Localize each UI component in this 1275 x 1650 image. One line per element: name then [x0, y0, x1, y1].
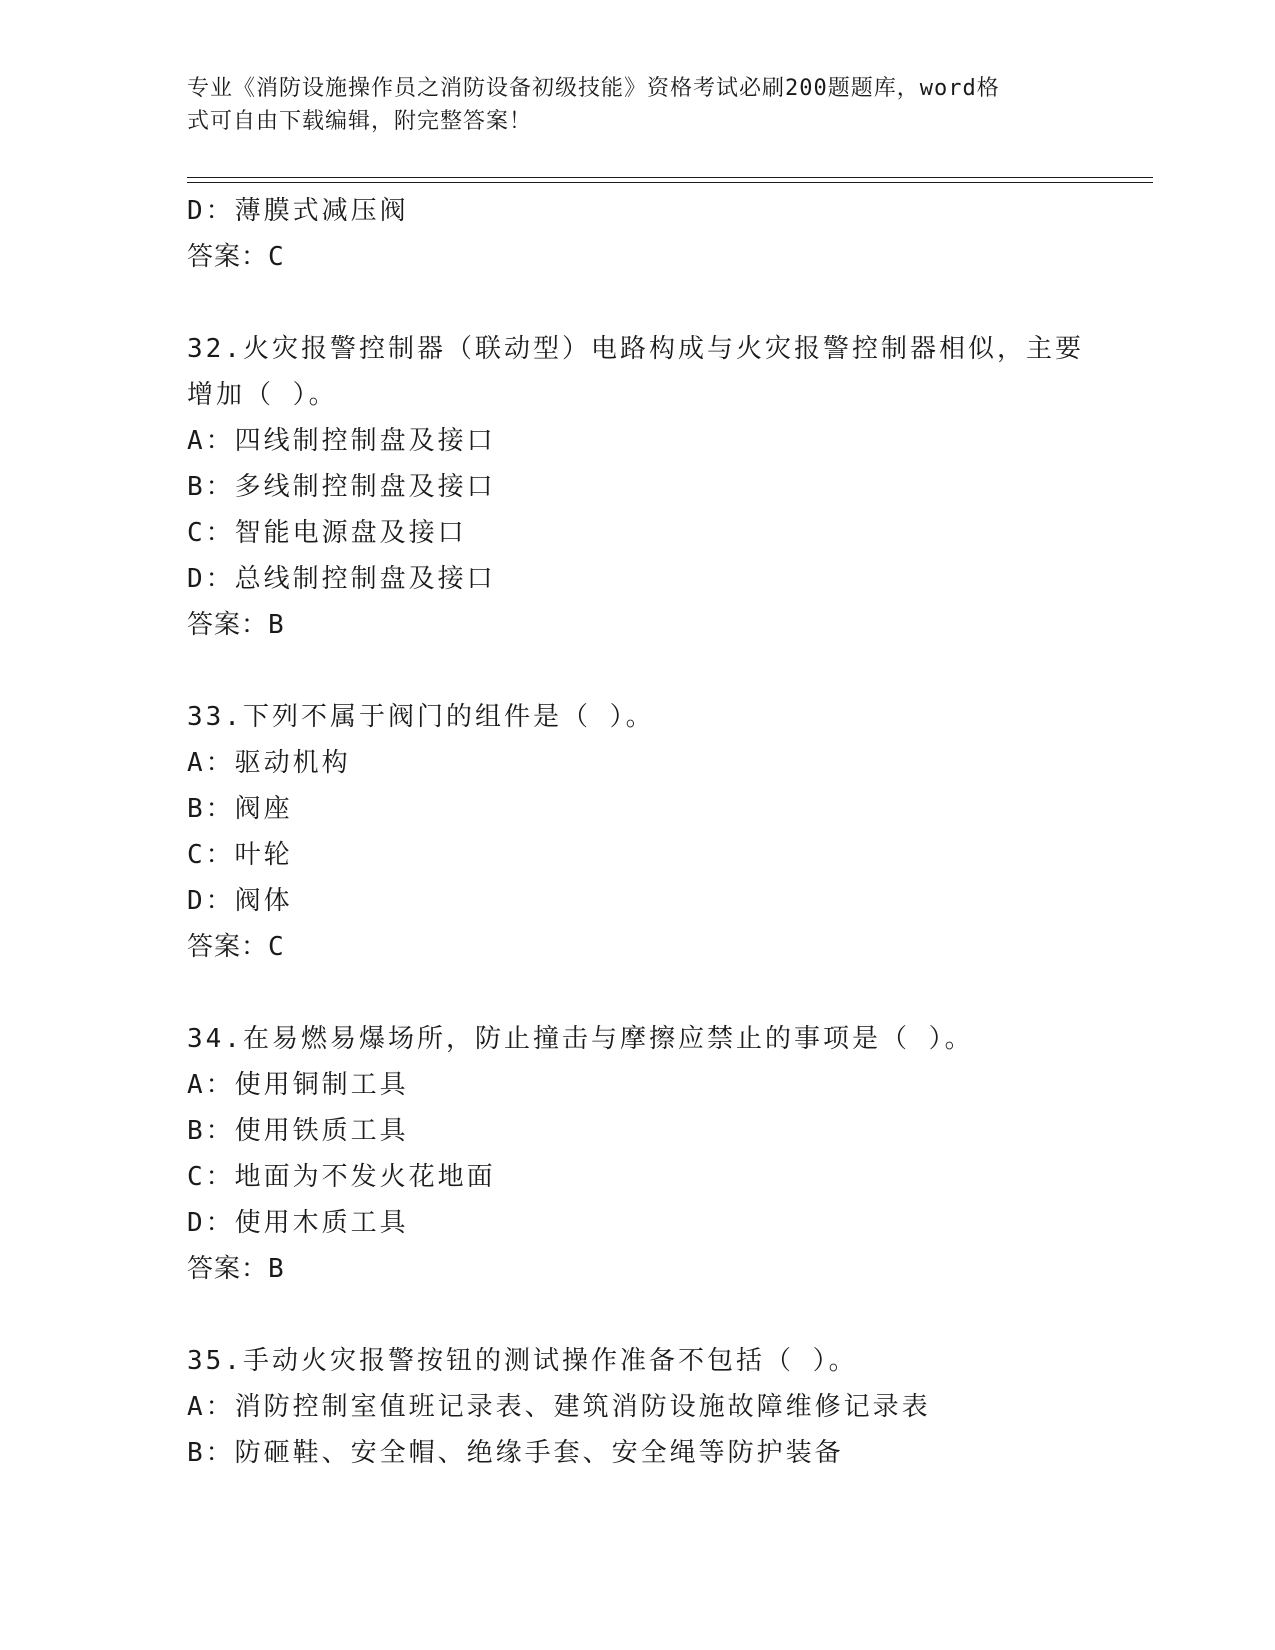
question-stem: 33.下列不属于阀门的组件是（ ）。 — [187, 702, 655, 732]
answer-line: 答案：B — [187, 1254, 285, 1284]
option-d: D：阀体 — [187, 886, 293, 916]
header-line-2: 式可自由下载编辑，附完整答案！ — [187, 109, 533, 134]
question-list — [187, 188, 1087, 1476]
question-32 — [187, 326, 1087, 648]
question-35 — [187, 1338, 1087, 1476]
option-c: C：叶轮 — [187, 840, 293, 870]
option-b: B：防砸鞋、安全帽、绝缘手套、安全绳等防护装备 — [187, 1438, 844, 1468]
spacer — [187, 280, 1087, 326]
question-stem: 35.手动火灾报警按钮的测试操作准备不包括（ ）。 — [187, 1346, 858, 1376]
option-c: C：地面为不发火花地面 — [187, 1162, 496, 1192]
option-b: B：使用铁质工具 — [187, 1116, 409, 1146]
question-stem: 32.火灾报警控制器（联动型）电路构成与火灾报警控制器相似，主要 — [187, 334, 1084, 364]
question-33 — [187, 694, 1087, 970]
option-a: A：消防控制室值班记录表、建筑消防设施故障维修记录表 — [187, 1392, 931, 1422]
question-stem: 34.在易燃易爆场所，防止撞击与摩擦应禁止的事项是（ ）。 — [187, 1024, 974, 1054]
answer-line: 答案：C — [187, 932, 285, 962]
option-d: D：总线制控制盘及接口 — [187, 564, 496, 594]
document-header — [187, 72, 1067, 138]
answer-line: 答案：B — [187, 610, 285, 640]
option-b: B：多线制控制盘及接口 — [187, 472, 496, 502]
option-d: D：使用木质工具 — [187, 1208, 409, 1238]
option-a: A：使用铜制工具 — [187, 1070, 409, 1100]
header-divider-top — [187, 177, 1153, 178]
header-line-1: 专业《消防设施操作员之消防设备初级技能》资格考试必刷200题题库，word格 — [187, 76, 1000, 101]
option-c: C：智能电源盘及接口 — [187, 518, 467, 548]
option-b: B：阀座 — [187, 794, 293, 824]
answer-line: 答案：C — [187, 242, 285, 272]
option-a: A：驱动机构 — [187, 748, 351, 778]
option-a: A：四线制控制盘及接口 — [187, 426, 496, 456]
question-stem-continued: 增加（ ）。 — [187, 380, 338, 410]
header-divider-bottom — [187, 182, 1153, 183]
spacer — [187, 648, 1087, 694]
option-d: D：薄膜式减压阀 — [187, 196, 409, 226]
spacer — [187, 1292, 1087, 1338]
spacer — [187, 970, 1087, 1016]
question-34 — [187, 1016, 1087, 1292]
